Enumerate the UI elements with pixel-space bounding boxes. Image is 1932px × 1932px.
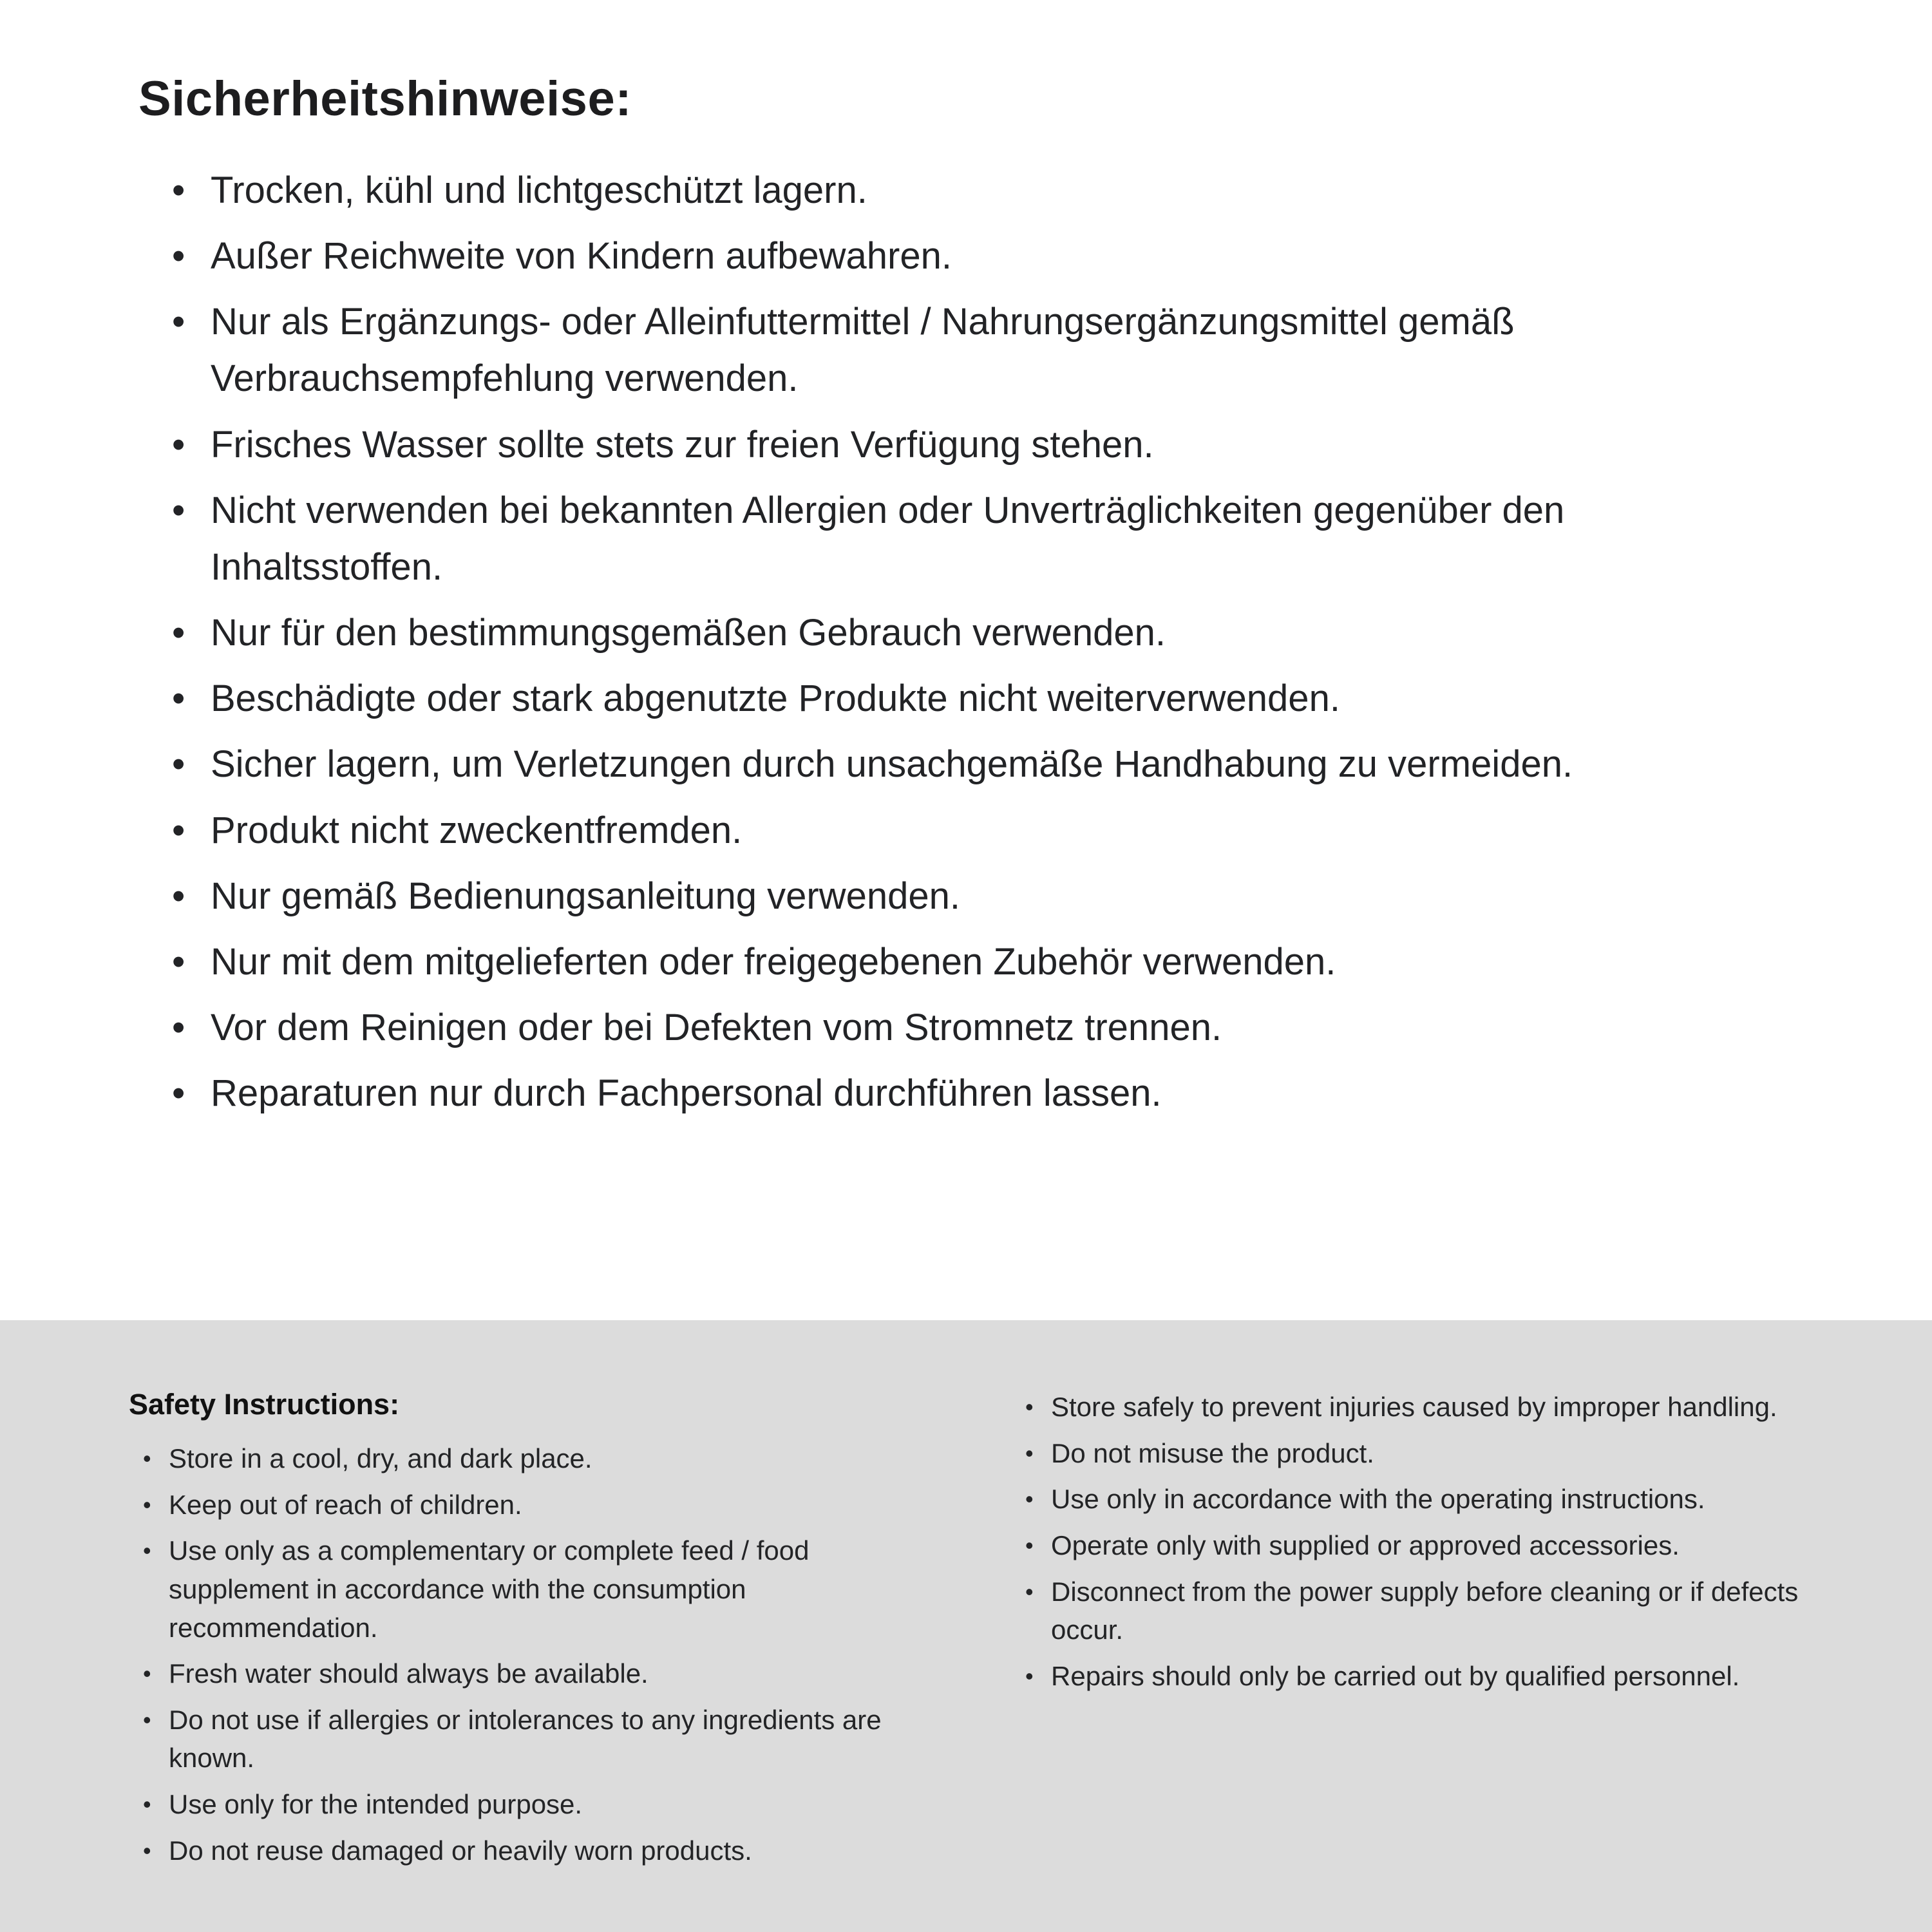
german-safety-list (138, 162, 1803, 1122)
list-item: • Repairs should only be carried out by qualified personnel. (1011, 1657, 1816, 1696)
list-item: • Nur mit dem mitgelieferten oder freigegebenen Zubehör verwenden. (138, 934, 1803, 990)
list-item: • Keep out of reach of children. (129, 1486, 934, 1524)
list-item: • Store in a cool, dry, and dark place. (129, 1439, 934, 1478)
list-item: • Vor dem Reinigen oder bei Defekten vom Stromnetz trennen. (138, 999, 1803, 1056)
list-item: • Do not reuse damaged or heavily worn products. (129, 1832, 934, 1870)
list-item: • Store safely to prevent injuries caused by improper handling. (1011, 1388, 1816, 1426)
list-item: • Nur für den bestimmungsgemäßen Gebrauch verwenden. (138, 605, 1803, 661)
list-item: • Beschädigte oder stark abgenutzte Produkte nicht weiterverwenden. (138, 670, 1803, 727)
list-item: • Nicht verwenden bei bekannten Allergien oder Unverträglichkeiten gegenüber den Inhaltsstoffen. (138, 482, 1803, 596)
list-item: • Do not use if allergies or intolerances to any ingredients are known. (129, 1701, 934, 1777)
list-item: • Frisches Wasser sollte stets zur freien Verfügung stehen. (138, 417, 1803, 473)
english-right-column (1011, 1388, 1816, 1880)
list-item: • Disconnect from the power supply before cleaning or if defects occur. (1011, 1573, 1816, 1649)
list-item: • Außer Reichweite von Kindern aufbewahren. (138, 228, 1803, 285)
german-section-title: Sicherheitshinweise: (138, 71, 632, 126)
list-item: • Use only as a complementary or complete feed / food supplement in accordance with the consumption recommendation. (129, 1531, 934, 1647)
list-item: • Use only in accordance with the operating instructions. (1011, 1480, 1816, 1519)
english-safety-list-left (129, 1439, 934, 1870)
list-item: • Do not misuse the product. (1011, 1434, 1816, 1473)
list-item: • Sicher lagern, um Verletzungen durch unsachgemäße Handhabung zu vermeiden. (138, 736, 1803, 793)
list-item: • Operate only with supplied or approved accessories. (1011, 1526, 1816, 1565)
list-item: • Trocken, kühl und lichtgeschützt lagern. (138, 162, 1803, 219)
list-item: • Fresh water should always be available. (129, 1654, 934, 1693)
list-item: • Nur als Ergänzungs- oder Alleinfuttermittel / Nahrungsergänzungsmittel gemäß Verbrauchsempfehlung verwenden. (138, 294, 1803, 407)
list-item: • Use only for the intended purpose. (129, 1785, 934, 1824)
english-safety-section (0, 1320, 1932, 1932)
list-item: • Produkt nicht zweckentfremden. (138, 802, 1803, 859)
english-section-title: Safety Instructions: (129, 1388, 400, 1421)
english-left-column (129, 1388, 934, 1880)
list-item: • Reparaturen nur durch Fachpersonal durchführen lassen. (138, 1065, 1803, 1122)
list-item: • Nur gemäß Bedienungsanleitung verwenden. (138, 868, 1803, 925)
english-safety-list-right (1011, 1388, 1816, 1695)
